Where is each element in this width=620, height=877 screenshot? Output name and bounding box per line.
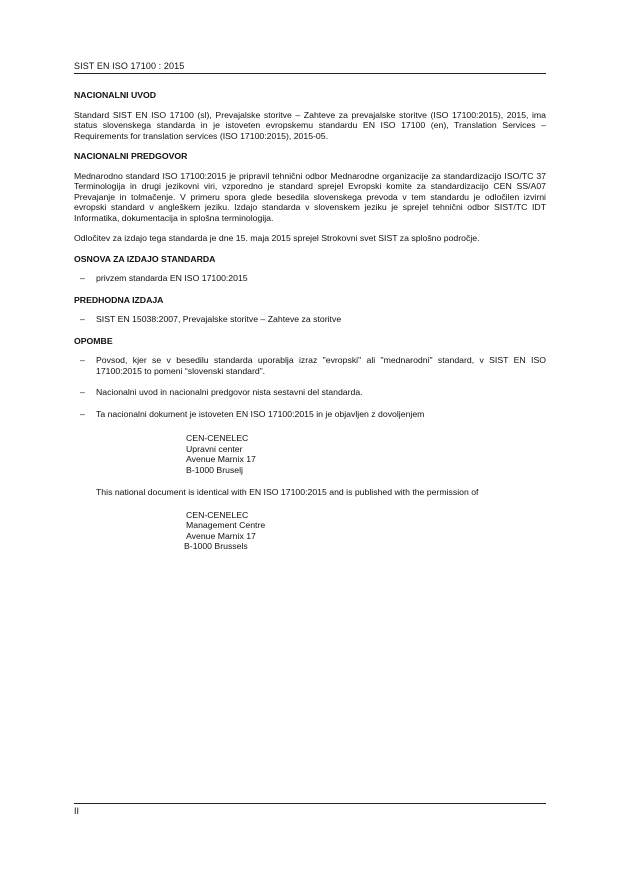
- heading-osnova: OSNOVA ZA IZDAJO STANDARDA: [74, 253, 216, 264]
- opombe-list-item-3: [74, 409, 546, 420]
- address-block-sl: [74, 433, 546, 475]
- english-note: This national document is identical with EN ISO 17100:2015 and is published with the permission of: [96, 487, 479, 497]
- address-line: Management Centre: [186, 520, 266, 530]
- predhodna-list-item: [74, 314, 546, 325]
- predgovor-paragraph-2: Odločitev za izdajo tega standarda je dne 15. maja 2015 sprejel Strokovni svet SIST za splošno področje.: [74, 233, 480, 243]
- address-block-en: [74, 510, 546, 552]
- header-rule: [74, 73, 546, 74]
- footer-rule: [74, 803, 546, 804]
- list-dash: –: [80, 408, 85, 419]
- uvod-paragraph: Standard SIST EN ISO 17100 (sl), Prevajalske storitve – Zahteve za prevajalske storitve (ISO 17100:2015), 2015, ima status slovenskega standarda in je istoveten evropskemu standardu EN ISO 17100 (en), Translation Services – Requirements for translation services (ISO 17100:2015), 2015-05.: [74, 109, 546, 141]
- heading-predhodna-izdaja: PREDHODNA IZDAJA: [74, 294, 164, 305]
- opombe-list-item-2: [74, 387, 546, 398]
- address-line: CEN-CENELEC: [186, 509, 249, 520]
- opombe-list-item-1: [74, 355, 546, 376]
- opombe-item-1-text: Povsod, kjer se v besedilu standarda uporablja izraz "evropski" ali "mednarodni" standard, v SIST EN ISO 17100:2015 to pomeni “slovenski standard”.: [96, 355, 546, 376]
- address-line: Avenue Marnix 17: [186, 454, 256, 464]
- running-header: SIST EN ISO 17100 : 2015: [74, 61, 185, 71]
- address-line: Avenue Marnix 17: [186, 530, 256, 541]
- predgovor-paragraph-1: Mednarodno standard ISO 17100:2015 je pripravil tehnični odbor Mednarodne organizacije za standardizacijo ISO/TC 37 Terminologija in drugi jezikovni viri, vzporedno je standard sprejel Evropski komite za standardizacijo CEN SS/A07 Prevajanje in tolmačenje. V primeru spora glede besedila slovenskega prevoda v tem standardu je odločilen izvirni evropski standard v angleškem jeziku. Izdajo standarda v slovenskem jeziku je sprejel tehnični odbor SIST/TC IDT Informatika, dokumentacija in splošna terminologija.: [74, 170, 546, 223]
- address-line: Upravni center: [186, 443, 243, 454]
- list-dash: –: [80, 387, 85, 397]
- osnova-list-item: [74, 273, 546, 284]
- opombe-item-3-text: Ta nacionalni dokument je istoveten EN ISO 17100:2015 in je objavljen z dovoljenjem: [96, 408, 425, 419]
- address-line: B-1000 Brussels: [184, 541, 248, 551]
- heading-nacionalni-uvod: NACIONALNI UVOD: [74, 90, 157, 100]
- list-dash: –: [80, 273, 85, 283]
- osnova-item-text: privzem standarda EN ISO 17100:2015: [96, 273, 248, 283]
- opombe-item-2-text: Nacionalni uvod in nacionalni predgovor nista sestavni del standarda.: [96, 387, 363, 397]
- address-line: CEN-CENELEC: [186, 433, 249, 443]
- list-dash: –: [80, 314, 85, 324]
- address-line: B-1000 Bruselj: [186, 464, 243, 475]
- page-number: II: [74, 806, 80, 816]
- page-content: [74, 90, 546, 552]
- list-dash: –: [80, 355, 85, 365]
- predhodna-item-text: SIST EN 15038:2007, Prevajalske storitve – Zahteve za storitve: [96, 314, 342, 324]
- heading-opombe: OPOMBE: [74, 335, 113, 346]
- heading-nacionalni-predgovor: NACIONALNI PREDGOVOR: [74, 151, 188, 161]
